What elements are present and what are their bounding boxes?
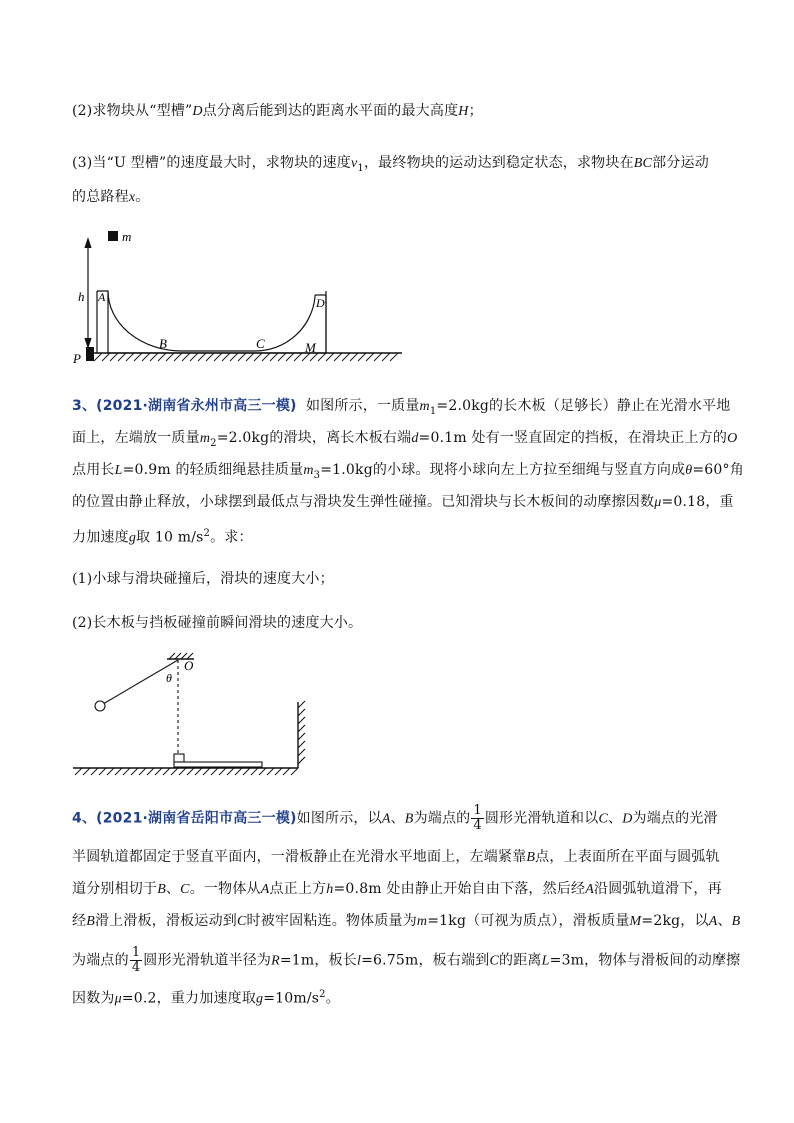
text: 滑上滑板，滑板运动到 (94, 913, 237, 929)
text: =0.8m 处由静止开始自由下落，然后经 (333, 881, 586, 897)
text: 的总路程 (72, 189, 129, 205)
q4-line1 (72, 804, 718, 833)
text: ； (468, 103, 483, 119)
text: 、 (390, 810, 405, 827)
var-h: h (326, 882, 334, 897)
text: 取 10 m/s (136, 529, 204, 546)
var-M: M (629, 914, 642, 929)
numerator: 1 (131, 945, 141, 960)
fraction-quarter (471, 804, 483, 833)
text: =1m，板长 (279, 952, 357, 969)
var-L: L (541, 953, 550, 969)
text: 的距离 (499, 952, 542, 969)
text: =0.2，重力加速度取 (121, 990, 257, 1007)
label-C: C (256, 336, 265, 351)
var-H: H (458, 104, 469, 119)
text: 点，上表面所在平面与圆弧轨 (535, 849, 720, 865)
label-O: O (184, 658, 194, 673)
q2-part3-line2 (72, 187, 149, 208)
fraction-quarter (130, 946, 142, 975)
figure-pendulum (70, 650, 320, 780)
text: =60°角 (692, 462, 744, 478)
var-B: B (157, 882, 166, 897)
q4-line5 (72, 946, 740, 975)
text: 圆形光滑轨道和以 (484, 810, 599, 827)
q3-line1 (72, 396, 730, 422)
text: 半圆轨道都固定于竖直平面内，一滑板静止在光滑水平地面上，左端紧靠 (72, 849, 527, 865)
var-A: A (708, 914, 718, 929)
text: 如图所示，一质量 (305, 398, 420, 414)
text: 面上，左端放一质量 (72, 430, 200, 446)
text: =1.0kg的小球。现将小球向左上方拉至细绳与竖直方向成 (320, 462, 686, 478)
text: 力加速度 (72, 529, 129, 546)
label-B: B (159, 336, 167, 351)
label-A: A (98, 290, 106, 304)
var-mu: μ (654, 495, 662, 510)
denominator: 4 (131, 960, 141, 975)
text: =2.0kg的滑块，离长木板右端 (216, 430, 412, 446)
text: 。 (325, 990, 340, 1007)
text: 、 (165, 881, 181, 897)
text: (3)当“U 型槽”的速度最大时，求物块的速度 (72, 155, 351, 171)
q2-part2 (72, 101, 483, 122)
subscript: 3 (313, 469, 321, 481)
var-g: g (128, 530, 137, 546)
var-C: C (598, 811, 609, 827)
text: 道分别相切于 (72, 881, 158, 897)
superscript: 2 (203, 528, 211, 539)
var-d: d (411, 431, 419, 446)
q3-line5 (72, 524, 253, 549)
var-x: x (128, 190, 136, 205)
var-mu: μ (114, 991, 122, 1007)
text: ，最终物块的运动达到稳定状态，求物块在 (363, 155, 634, 171)
text: 。一物体从 (189, 881, 261, 897)
numerator: 1 (473, 803, 482, 818)
text: =2kg，以 (641, 913, 709, 929)
q3-header: 3、(2021·湖南省永州市高三一模) (72, 398, 297, 414)
var-l: l (357, 953, 362, 969)
var-D: D (622, 811, 633, 827)
text: 点用长 (72, 462, 115, 478)
label-m: m (122, 229, 132, 244)
q4-line2 (72, 847, 720, 868)
label-M: M (305, 340, 316, 355)
block-m (108, 231, 118, 241)
var-m: m (199, 431, 211, 446)
q4-line3 (72, 879, 722, 900)
var-A: A (381, 811, 391, 827)
subscript: 1 (429, 405, 437, 417)
label-D: D (316, 296, 325, 310)
text: =6.75m，板右端到 (361, 952, 490, 969)
var-B: B (526, 850, 536, 865)
text: 为端点的 (413, 810, 471, 827)
text: 因数为 (72, 990, 115, 1007)
var-D: D (192, 104, 203, 119)
var-g: g (256, 991, 264, 1007)
text: 部分运动 (652, 155, 709, 171)
var-m: m (303, 463, 314, 478)
var-L: L (114, 463, 123, 478)
q3-line3 (72, 460, 744, 486)
text: 、 (608, 810, 623, 827)
text: 时被牢固粘连。物体质量为 (246, 913, 417, 929)
var-O: O (727, 431, 738, 446)
subscript: 2 (210, 437, 217, 449)
var-B: B (731, 914, 741, 929)
var-A: A (260, 882, 270, 897)
q4-header: 4、(2021·湖南省岳阳市高三一模) (72, 810, 297, 827)
denominator: 4 (473, 818, 482, 833)
var-B: B (86, 914, 95, 929)
text: 。 (135, 189, 150, 205)
text: 的位置由静止释放，小球摆到最低点与滑块发生弹性碰撞。已知滑块与长木板间的动摩擦因数 (72, 494, 655, 510)
text: =0.1m 处有一竖直固定的挡板，在滑块正上方的 (418, 430, 728, 446)
text: =1kg（可视为质点），滑板质量 (427, 913, 630, 929)
text: 为端点的光滑 (632, 810, 718, 827)
text: 经 (72, 913, 87, 929)
text: 点正上方 (269, 881, 327, 897)
text: 。求： (210, 529, 253, 546)
text: =3m，物体与滑板间的动摩擦 (549, 952, 741, 969)
figure-u-groove (70, 225, 410, 370)
block-P (86, 347, 94, 361)
var-C: C (489, 953, 500, 969)
var-m: m (419, 399, 430, 414)
var-theta: θ (685, 463, 693, 478)
var-C: C (180, 882, 190, 897)
q3-line4 (72, 492, 734, 513)
var-v: v (351, 156, 358, 171)
q4-line4 (72, 911, 740, 932)
text: =2.0kg的长木板（足够长）静止在光滑水平地 (436, 398, 731, 414)
q2-part3-line1 (72, 153, 709, 179)
q3-part1: (1)小球与滑块碰撞后，滑块的速度大小； (72, 571, 334, 587)
text: =0.18，重 (661, 494, 734, 510)
var-C: C (236, 914, 247, 929)
var-BC: BC (633, 156, 653, 171)
var-A: A (585, 882, 594, 897)
text: =0.9m 的轻质细绳悬挂质量 (122, 462, 304, 478)
text: 圆形光滑轨道半径为 (143, 952, 272, 969)
var-B: B (404, 811, 414, 827)
label-P: P (73, 351, 81, 366)
var-m: m (416, 914, 428, 929)
superscript: 2 (319, 989, 326, 1000)
text: 、 (717, 913, 732, 929)
q3-line2 (72, 428, 737, 454)
text: 点分离后能到达的距离水平面的最大高度 (202, 103, 459, 119)
text: (2)求物块从“型槽” (72, 103, 193, 119)
subscript: 1 (357, 162, 364, 174)
text: 沿圆弧轨道滑下，再 (594, 881, 722, 897)
text: 为端点的 (72, 952, 129, 969)
label-theta: θ (166, 671, 172, 685)
label-h: h (78, 289, 85, 304)
text: =10m/s (263, 990, 320, 1007)
q4-line6 (72, 985, 340, 1010)
q3-part2: (2)长木板与挡板碰撞前瞬间滑块的速度大小。 (72, 615, 363, 631)
var-R: R (271, 953, 280, 969)
text: 如图所示，以 (296, 810, 382, 827)
